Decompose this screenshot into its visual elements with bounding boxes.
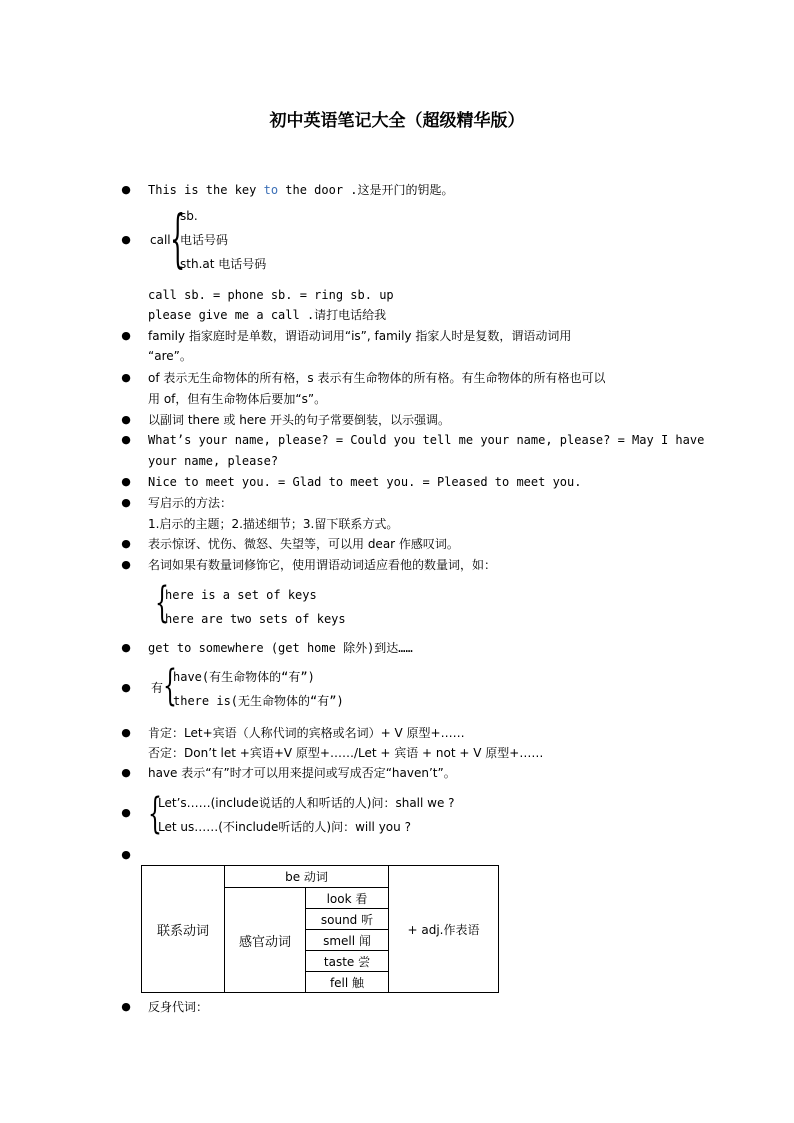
call-option: sth.at 电话号码 [180, 257, 267, 271]
bullet-icon: ● [121, 475, 131, 488]
whats-name-note: What’s your name, please? = Could you tell me your name, please? = May I have [148, 433, 705, 447]
cell-verb: fell 触 [306, 972, 389, 993]
notice-heading: 写启示的方法： [148, 496, 233, 510]
of-usage-note-cont: 用 of，但有生命物体后要加“s”。 [148, 392, 327, 406]
bullet-icon: ● [121, 558, 131, 571]
whats-name-note-cont: your name, please? [148, 454, 279, 468]
bullet-icon: ● [121, 726, 131, 739]
cell-sense-verbs: 感官动词 [225, 888, 306, 993]
cell-verb: look 看 [306, 888, 389, 909]
quantifier-example: here are two sets of keys [165, 612, 346, 626]
you-option: have(有生命物体的“有”) [173, 670, 315, 684]
lets-option: Let us……(不include听话的人)问：will you ? [158, 820, 411, 834]
bullet-icon: ● [121, 371, 131, 384]
cell-verb: sound 听 [306, 909, 389, 930]
bullet-icon: ● [121, 329, 131, 342]
inversion-note: 以副词 there 或 here 开头的句子常要倒装，以示强调。 [148, 413, 451, 427]
key-sentence [148, 180, 454, 200]
let-negative: 否定：Don’t let +宾语+V 原型+……/Let + 宾语 + not + V 原型+…… [148, 746, 544, 760]
bullet-icon: ● [121, 806, 131, 819]
of-usage-note: of 表示无生命物体的所有格，s 表示有生命物体的所有格。有生命物体的所有格也可以 [148, 371, 606, 385]
key-sentence-highlight: to [263, 183, 279, 197]
left-brace-icon: { [155, 580, 169, 628]
cell-verb: taste 尝 [306, 951, 389, 972]
key-sentence-part: This is the key [148, 183, 264, 197]
let-positive: 肯定：Let+宾语（人称代词的宾格或名词）+ V 原型+…… [148, 726, 465, 740]
quantifier-note: 名词如果有数量词修饰它，使用谓语动词适应看他的数量词，如： [148, 558, 497, 572]
lets-option: Let’s……(include说话的人和听话的人)问：shall we ? [158, 796, 455, 810]
left-brace-icon: { [170, 202, 186, 276]
call-equivalents: call sb. = phone sb. = ring sb. up [148, 288, 394, 302]
nice-meet-note: Nice to meet you. = Glad to meet you. = Pleased to meet you. [148, 475, 582, 489]
left-brace-icon: { [163, 663, 177, 711]
bullet-icon: ● [121, 641, 131, 654]
bullet-icon: ● [121, 183, 131, 196]
page-title: 初中英语笔记大全（超级精华版） [269, 111, 525, 131]
you-option: there is(无生命物体的“有”) [173, 694, 344, 708]
bullet-icon: ● [121, 233, 131, 246]
bullet-icon: ● [121, 681, 131, 694]
dear-note: 表示惊讶、忧伤、微怒、失望等，可以用 dear 作感叹词。 [148, 537, 459, 551]
have-note: have 表示“有”时才可以用来提问或写成否定“haven’t”。 [148, 766, 456, 780]
notice-detail: 1.启示的主题；2.描述细节；3.留下联系方式。 [148, 517, 399, 531]
quantifier-example: here is a set of keys [165, 588, 317, 602]
reflexive-heading: 反身代词： [148, 1000, 209, 1014]
bullet-icon: ● [121, 766, 131, 779]
bullet-icon: ● [121, 413, 131, 426]
call-option: sb. [180, 209, 198, 223]
you-head: 有 [151, 681, 164, 695]
cell-verb: smell 闻 [306, 930, 389, 951]
call-example: please give me a call .请打电话给我 [148, 308, 387, 322]
bullet-icon: ● [121, 1000, 131, 1013]
left-brace-icon: { [148, 791, 162, 839]
family-note-cont: “are”。 [148, 349, 192, 363]
key-sentence-part: the door .这是开门的钥匙。 [278, 183, 454, 197]
bullet-icon: ● [121, 433, 131, 446]
bullet-icon: ● [121, 848, 131, 861]
cell-be-verb: be 动词 [225, 866, 389, 888]
call-option: 电话号码 [180, 233, 229, 247]
bullet-icon: ● [121, 496, 131, 509]
family-note: family 指家庭时是单数，谓语动词用“is”, family 指家人时是复数，谓语动词用 [148, 329, 572, 343]
cell-result: + adj.作表语 [389, 866, 499, 993]
bullet-icon: ● [121, 537, 131, 550]
link-verbs-table [141, 865, 499, 993]
col-link-verbs: 联系动词 [142, 866, 225, 993]
call-head: call [150, 233, 171, 247]
get-to-note: get to somewhere (get home 除外)到达…… [148, 641, 413, 655]
